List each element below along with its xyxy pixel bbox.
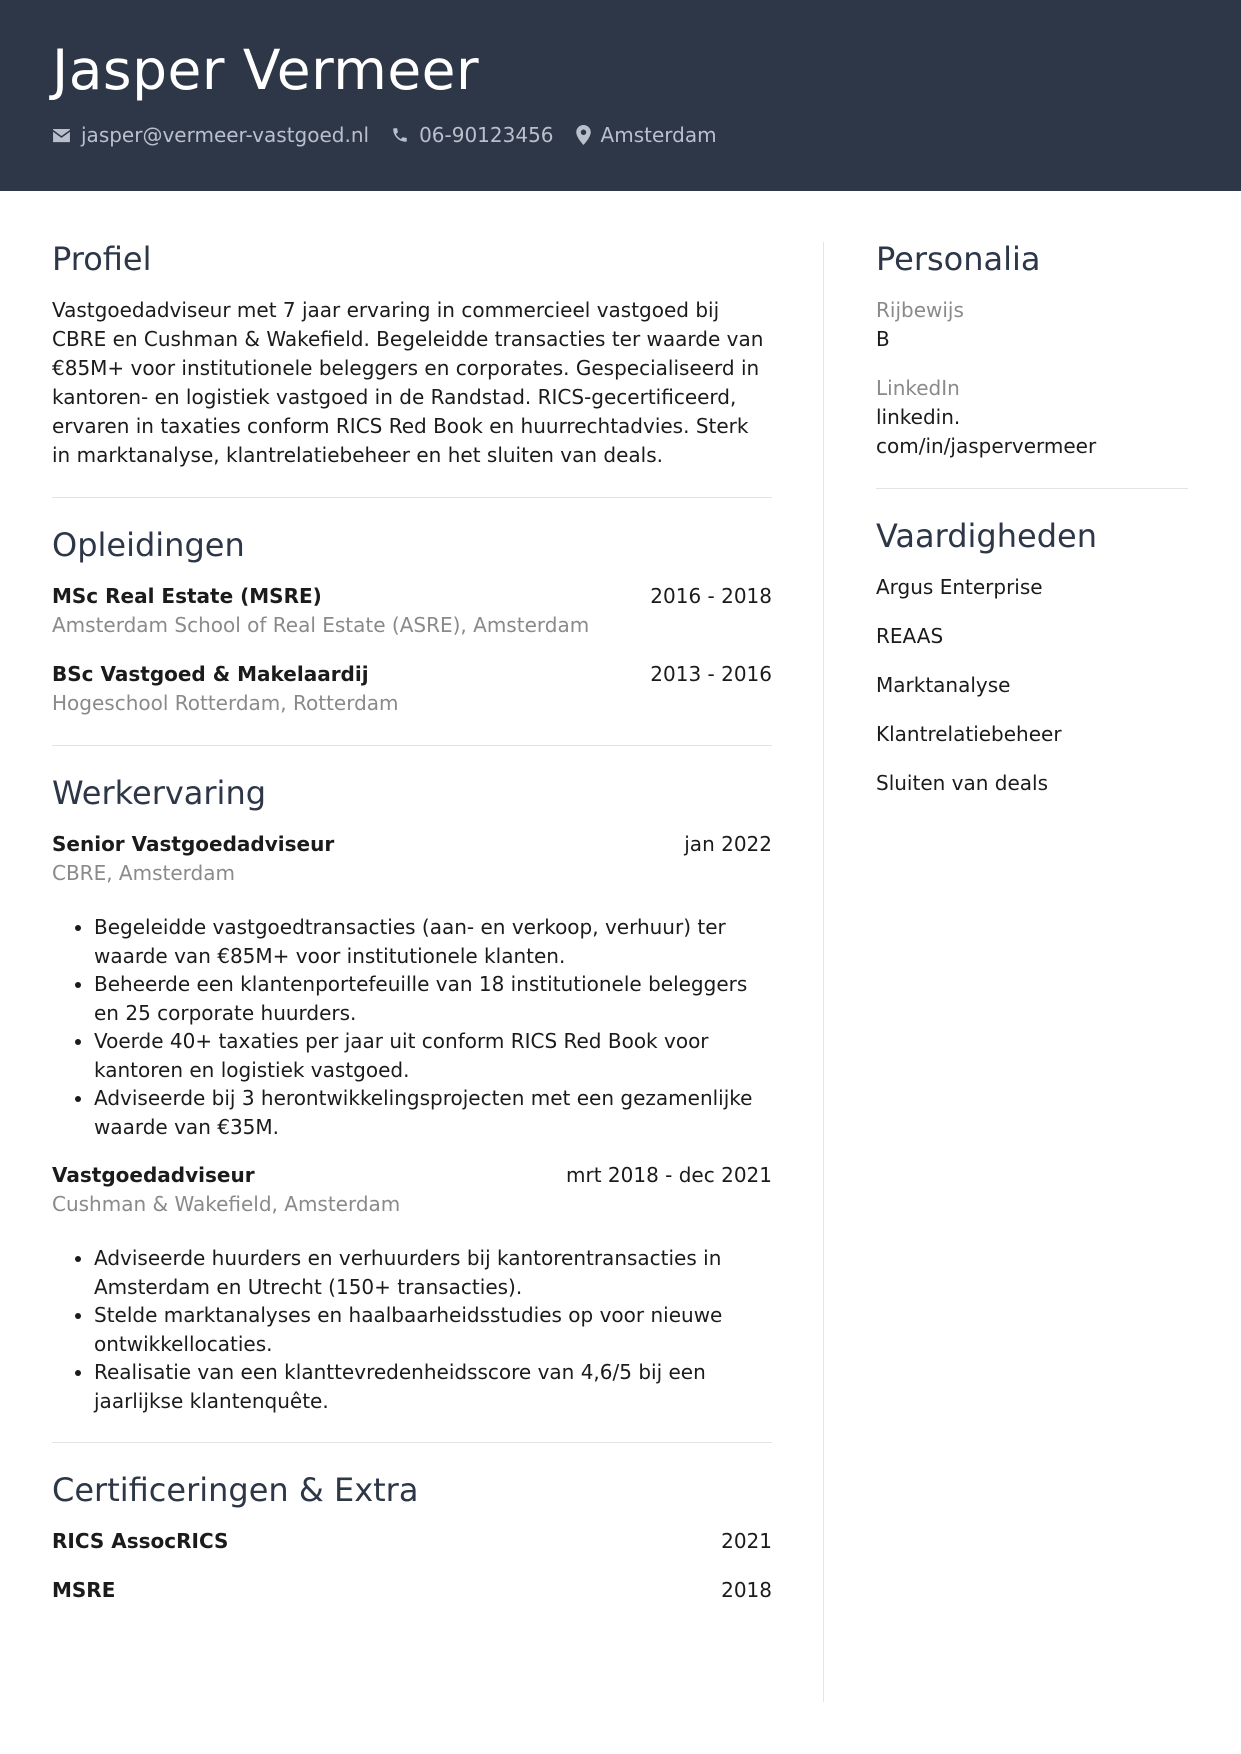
envelope-icon <box>52 128 71 143</box>
list-item: • Begeleidde vastgoedtransacties (aan- en verkoop, verhuur) ter waarde van €85M+ voor institutionele klanten. <box>94 913 772 970</box>
email-text: jasper@vermeer-vastgoed.nl <box>81 123 370 147</box>
section-title-certifications: Certificeringen & Extra <box>52 1471 419 1509</box>
skill-item: Klantrelatiebeheer <box>876 722 1062 746</box>
phone-icon <box>391 126 409 144</box>
experience-period: mrt 2018 - dec 2021 <box>566 1163 772 1187</box>
education-entry <box>52 660 772 718</box>
skill-item: Argus Enterprise <box>876 575 1043 599</box>
skill-item: Sluiten van deals <box>876 771 1049 795</box>
section-divider <box>52 497 772 498</box>
map-pin-icon <box>576 125 591 145</box>
linkedin-link[interactable] <box>876 403 1188 461</box>
education-period: 2016 - 2018 <box>650 584 772 608</box>
header <box>0 0 1241 191</box>
education-entry <box>52 582 772 640</box>
education-section <box>52 526 772 718</box>
contact-location <box>576 123 717 147</box>
section-title-personal: Personalia <box>876 240 1041 278</box>
profile-section <box>52 240 772 470</box>
contact-email[interactable] <box>52 123 369 147</box>
list-item: • Stelde marktanalyses en haalbaarheidsstudies op voor nieuwe ontwikkellocaties. <box>94 1301 772 1358</box>
section-divider <box>52 745 772 746</box>
section-divider <box>52 1442 772 1443</box>
list-item: • Voerde 40+ taxaties per jaar uit conform RICS Red Book voor kantoren en logistiek vastgoed. <box>94 1027 772 1084</box>
profile-text: Vastgoedadviseur met 7 jaar ervaring in commercieel vastgoed bij CBRE en Cushman & Wakefield. Begeleidde transacties ter waarde van €85M+ voor institutionele beleggers en corporates. Gespecialiseerd in kantoren- en logistiek vastgoed in de Randstad. RICS-gecertificeerd, ervaren in taxaties conform RICS Red Book en huurrechtadvies. Sterk in marktanalyse, klantrelatiebeheer en het sluiten van deals. <box>52 298 764 467</box>
list-item: • Beheerde een klantenportefeuille van 18 institutionele beleggers en 25 corporate huurders. <box>94 970 772 1027</box>
candidate-name: Jasper Vermeer <box>52 38 480 102</box>
experience-entry <box>52 1161 772 1415</box>
certification-year: 2018 <box>721 1578 772 1602</box>
experience-role: Vastgoedadviseur <box>52 1163 255 1187</box>
main-column <box>52 240 772 1625</box>
experience-section <box>52 774 772 1415</box>
skill-item: Marktanalyse <box>876 673 1011 697</box>
certification-row <box>52 1576 772 1605</box>
personal-value-license: B <box>876 327 890 351</box>
education-period: 2013 - 2016 <box>650 662 772 686</box>
skills-section <box>876 517 1188 798</box>
experience-bullets <box>52 1244 772 1415</box>
linkedin-line-2: com/in/jaspervermeer <box>876 434 1097 458</box>
phone-text: 06-90123456 <box>419 123 554 147</box>
experience-company: CBRE, Amsterdam <box>52 861 235 885</box>
section-title-profile: Profiel <box>52 240 152 278</box>
certification-name: MSRE <box>52 1578 116 1602</box>
section-title-experience: Werkervaring <box>52 774 267 812</box>
skill-item: REAAS <box>876 624 944 648</box>
list-item: • Realisatie van een klanttevredenheidsscore van 4,6/5 bij een jaarlijkse klantenquête. <box>94 1358 772 1415</box>
education-degree: MSc Real Estate (MSRE) <box>52 584 322 608</box>
certification-year: 2021 <box>721 1529 772 1553</box>
contact-bar <box>52 123 739 147</box>
section-title-skills: Vaardigheden <box>876 517 1097 555</box>
list-item: • Adviseerde huurders en verhuurders bij kantorentransacties in Amsterdam en Utrecht (150+ transacties). <box>94 1244 772 1301</box>
list-item: • Adviseerde bij 3 herontwikkelingsprojecten met een gezamenlijke waarde van €35M. <box>94 1084 772 1141</box>
column-divider <box>823 242 824 1702</box>
personal-section <box>876 240 1188 461</box>
experience-role: Senior Vastgoedadviseur <box>52 832 335 856</box>
certification-name: RICS AssocRICS <box>52 1529 229 1553</box>
experience-period: jan 2022 <box>684 832 772 856</box>
experience-entry <box>52 830 772 1141</box>
certifications-section <box>52 1471 772 1605</box>
certification-row <box>52 1527 772 1556</box>
experience-company: Cushman & Wakefield, Amsterdam <box>52 1192 401 1216</box>
personal-label-linkedin: LinkedIn <box>876 376 960 400</box>
education-degree: BSc Vastgoed & Makelaardij <box>52 662 369 686</box>
location-text: Amsterdam <box>600 123 717 147</box>
education-school: Hogeschool Rotterdam, Rotterdam <box>52 691 399 715</box>
linkedin-line-1: linkedin. <box>876 405 961 429</box>
experience-bullets <box>52 913 772 1141</box>
section-title-education: Opleidingen <box>52 526 245 564</box>
sidebar-column <box>876 240 1188 818</box>
contact-phone[interactable] <box>391 123 553 147</box>
personal-label-license: Rijbewijs <box>876 298 964 322</box>
education-school: Amsterdam School of Real Estate (ASRE), Amsterdam <box>52 613 590 637</box>
section-divider <box>876 488 1188 489</box>
